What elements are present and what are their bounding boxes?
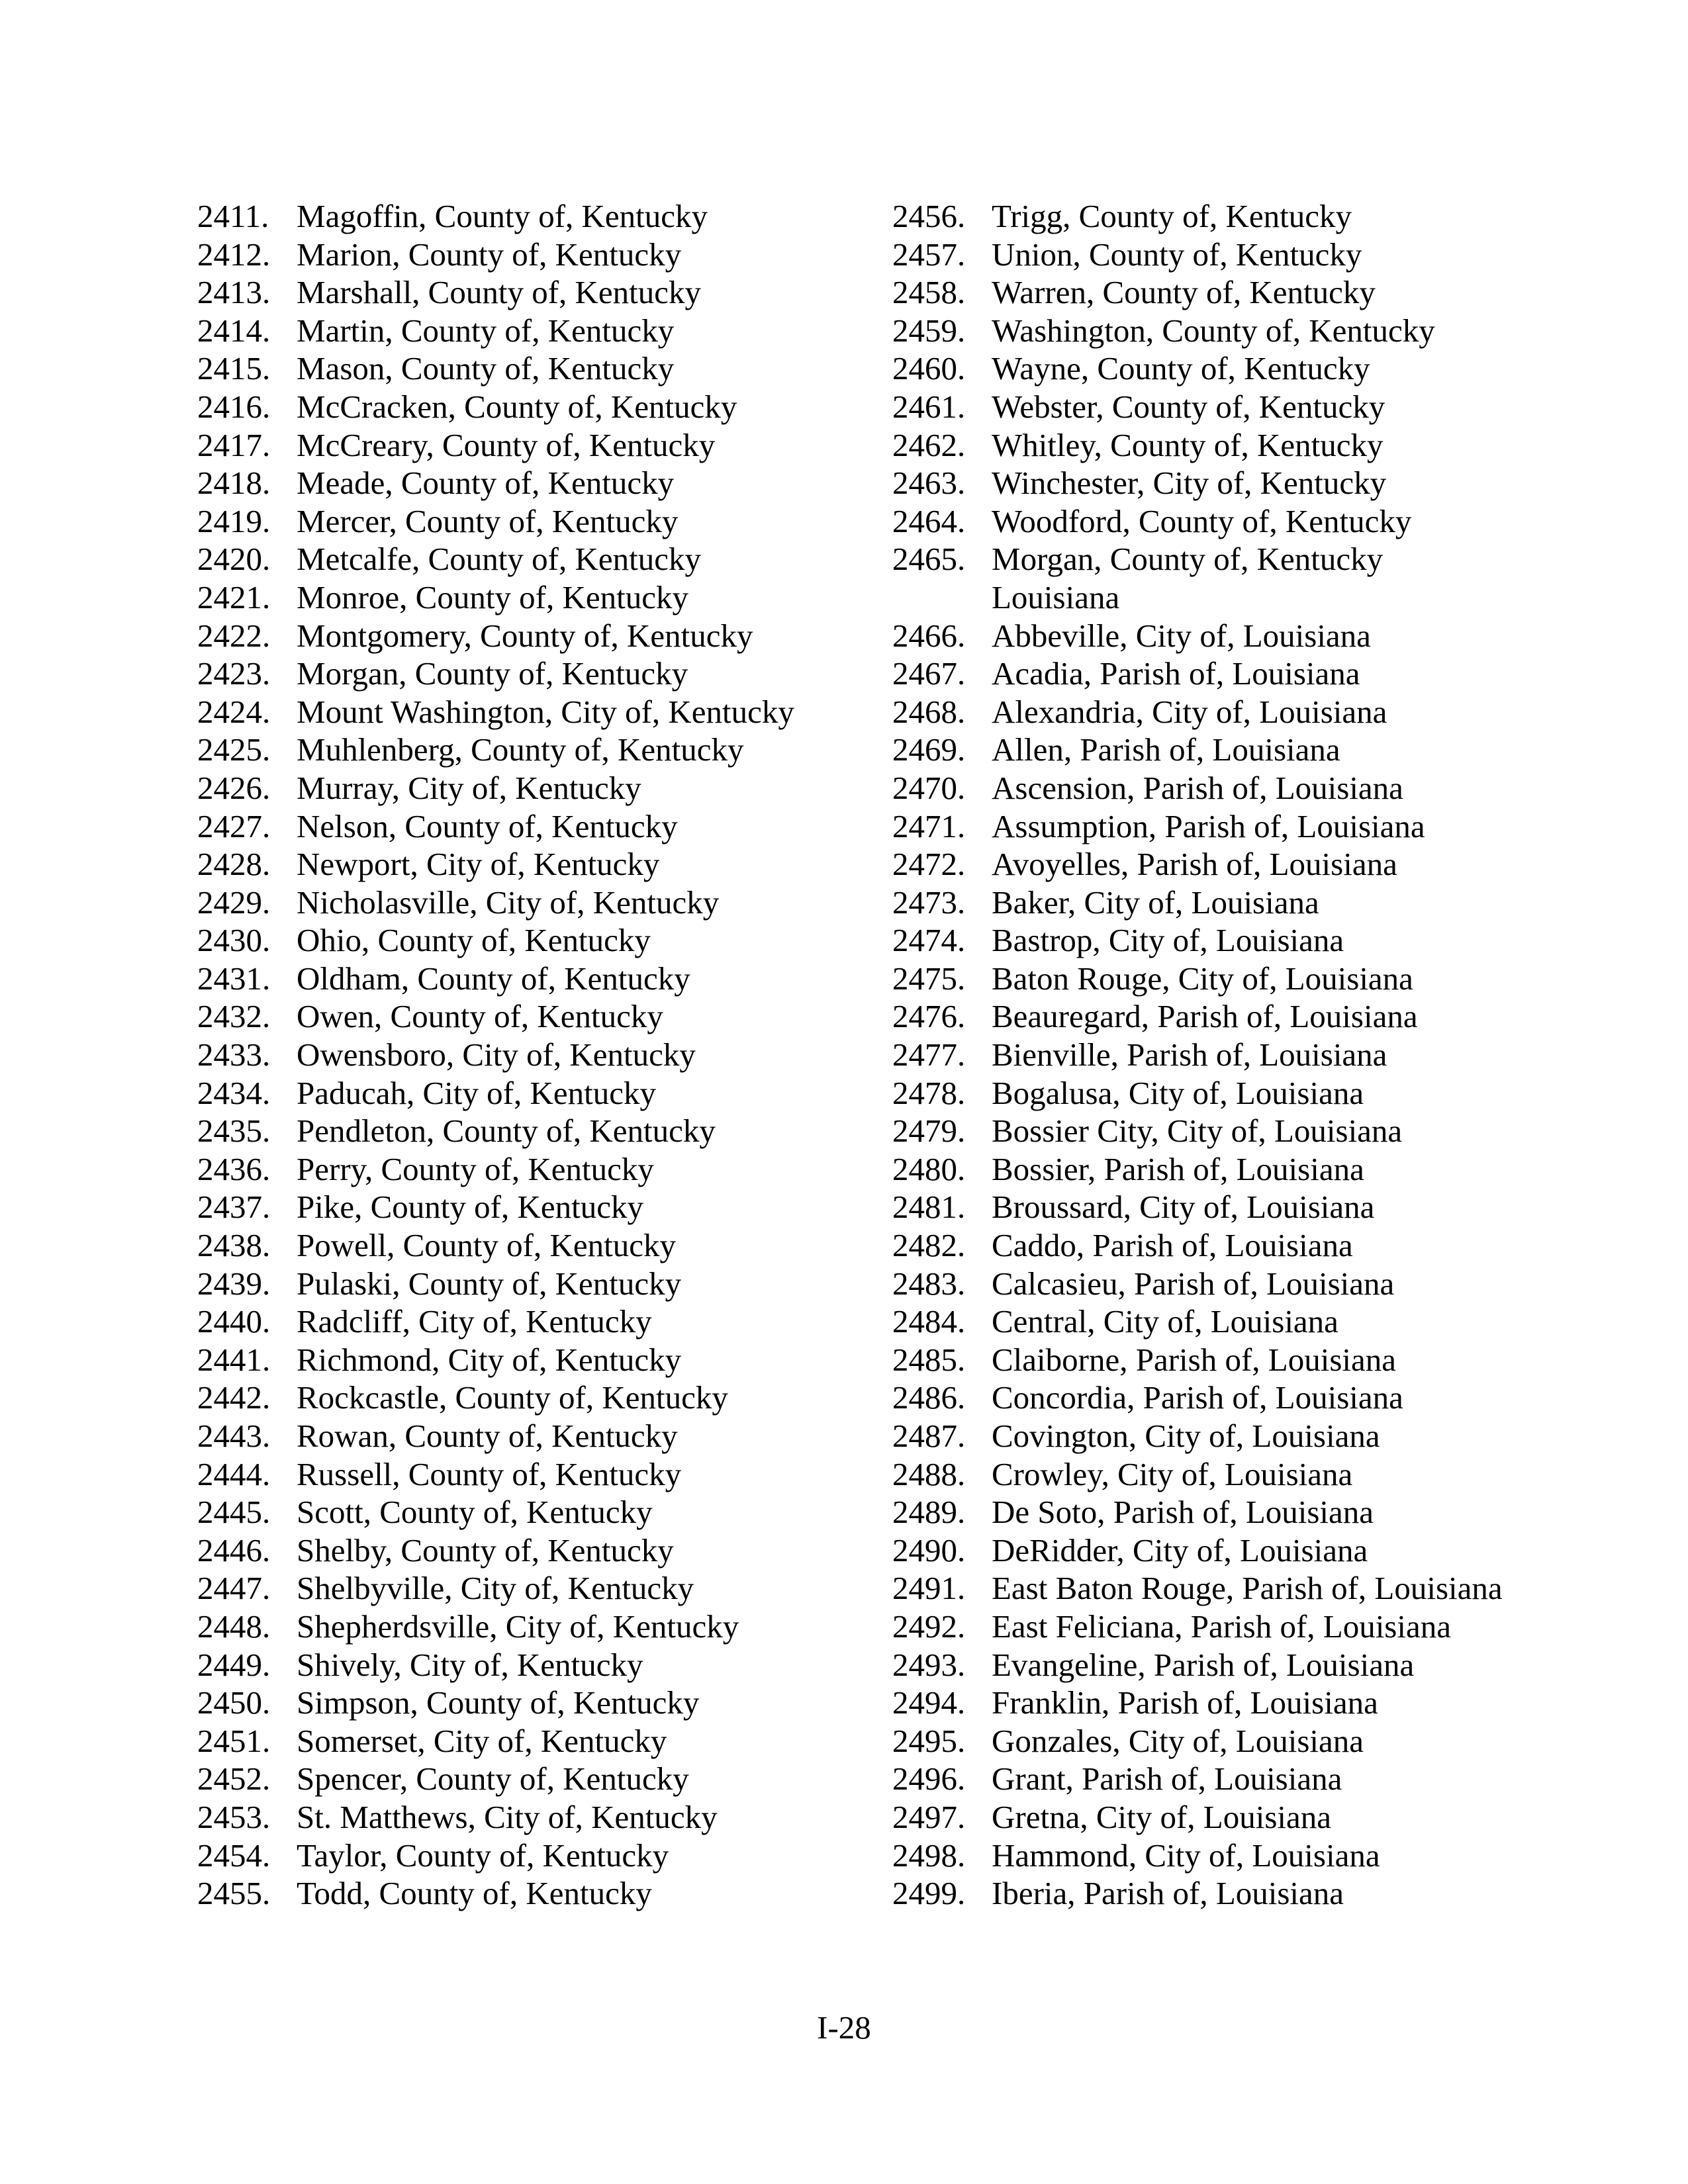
list-item: [197, 655, 892, 693]
entry-name: Whitley, County of, Kentucky: [992, 426, 1383, 463]
entry-number: 2425.: [197, 731, 271, 768]
entry-name: Martin, County of, Kentucky: [297, 312, 675, 349]
entry-number: 2497.: [892, 1798, 966, 1835]
entry-name: Hammond, City of, Louisiana: [992, 1837, 1380, 1874]
entry-number: 2480.: [892, 1150, 966, 1187]
list-item: [197, 1722, 892, 1760]
entry-number: 2485.: [892, 1341, 966, 1378]
entry-name: Covington, City of, Louisiana: [992, 1418, 1380, 1454]
entry-number: 2415.: [197, 350, 271, 387]
entry-number: 2494.: [892, 1684, 966, 1721]
page-number: I-28: [817, 2009, 871, 2046]
entry-number: 2413.: [197, 274, 271, 311]
list-item: [197, 1798, 892, 1837]
list-item: [197, 312, 892, 350]
entry-number: 2483.: [892, 1265, 966, 1302]
entry-number: 2421.: [197, 578, 271, 615]
list-item: [892, 1722, 1587, 1760]
list-item: [197, 960, 892, 998]
entry-name: Abbeville, City of, Louisiana: [992, 617, 1371, 654]
entry-name: Monroe, County of, Kentucky: [297, 578, 688, 615]
list-item: [197, 197, 892, 236]
list-item: [892, 1837, 1587, 1875]
entry-name: Meade, County of, Kentucky: [297, 465, 675, 502]
list-item: [892, 1569, 1587, 1608]
entry-name: Bossier City, City of, Louisiana: [992, 1113, 1403, 1150]
entry-name: Baker, City of, Louisiana: [992, 884, 1319, 921]
entry-name: Bogalusa, City of, Louisiana: [992, 1074, 1364, 1111]
entry-name: Rowan, County of, Kentucky: [297, 1418, 678, 1454]
list-item: [892, 197, 1587, 236]
entry-name: Pendleton, County of, Kentucky: [297, 1113, 716, 1150]
entry-name: Marshall, County of, Kentucky: [297, 274, 702, 311]
entry-name: Owen, County of, Kentucky: [297, 998, 663, 1035]
entry-name: Crowley, City of, Louisiana: [992, 1455, 1353, 1492]
entry-name: Radcliff, City of, Kentucky: [297, 1303, 652, 1340]
list-item: [892, 1226, 1587, 1265]
list-item: [892, 769, 1587, 807]
entry-number: 2488.: [892, 1455, 966, 1492]
list-item: [892, 1493, 1587, 1531]
entry-name: Newport, City of, Kentucky: [297, 846, 660, 883]
entry-number: 2435.: [197, 1113, 271, 1150]
entry-name: Simpson, County of, Kentucky: [297, 1684, 700, 1721]
entry-name: Powell, County of, Kentucky: [297, 1227, 676, 1264]
right-column: [892, 197, 1587, 1913]
entry-number: 2456.: [892, 198, 966, 234]
list-item: [892, 1531, 1587, 1570]
entry-name: Shively, City of, Kentucky: [297, 1646, 643, 1683]
list-item: [892, 731, 1587, 769]
entry-number: 2450.: [197, 1684, 271, 1721]
list-item: [892, 1036, 1587, 1074]
entry-number: 2429.: [197, 884, 271, 921]
list-item: [197, 617, 892, 655]
entry-name: Morgan, County of, Kentucky: [297, 655, 688, 692]
entry-name: Broussard, City of, Louisiana: [992, 1189, 1375, 1226]
entry-number: 2453.: [197, 1798, 271, 1835]
entry-name: Mercer, County of, Kentucky: [297, 502, 679, 539]
entry-number: 2414.: [197, 312, 271, 349]
entry-number: 2426.: [197, 769, 271, 806]
list-item: [197, 1417, 892, 1455]
list-item: [197, 1074, 892, 1113]
list-item: [197, 349, 892, 388]
entry-number: 2478.: [892, 1074, 966, 1111]
entry-number: 2416.: [197, 388, 271, 425]
list-item: [892, 1112, 1587, 1150]
entry-number: 2446.: [197, 1531, 271, 1569]
entry-number: 2459.: [892, 312, 966, 349]
entry-name: Woodford, County of, Kentucky: [992, 502, 1412, 539]
entry-number: 2434.: [197, 1074, 271, 1111]
entry-name: Pulaski, County of, Kentucky: [297, 1265, 682, 1302]
entry-number: 2427.: [197, 807, 271, 844]
entry-number: 2451.: [197, 1722, 271, 1759]
entry-number: 2495.: [892, 1722, 966, 1759]
list-item: [892, 1188, 1587, 1226]
entry-name: Mason, County of, Kentucky: [297, 350, 675, 387]
entry-name: Winchester, City of, Kentucky: [992, 465, 1387, 502]
list-item: [197, 1150, 892, 1189]
entry-name: Iberia, Parish of, Louisiana: [992, 1875, 1344, 1912]
entry-number: 2417.: [197, 426, 271, 463]
entry-name: DeRidder, City of, Louisiana: [992, 1531, 1368, 1569]
list-item: [197, 273, 892, 312]
entry-number: 2496.: [892, 1760, 966, 1797]
entry-number: 2448.: [197, 1608, 271, 1645]
entry-name: Washington, County of, Kentucky: [992, 312, 1435, 349]
list-item: [197, 464, 892, 502]
list-item: [197, 731, 892, 769]
list-item: [892, 1608, 1587, 1646]
entry-name: Central, City of, Louisiana: [992, 1303, 1338, 1340]
entry-number: 2482.: [892, 1227, 966, 1264]
entry-number: 2490.: [892, 1531, 966, 1569]
entry-name: Trigg, County of, Kentucky: [992, 198, 1352, 234]
entry-name: Nicholasville, City of, Kentucky: [297, 884, 720, 921]
entry-name: Beauregard, Parish of, Louisiana: [992, 998, 1418, 1035]
list-item: [892, 388, 1587, 426]
state-heading: Louisiana: [992, 578, 1120, 615]
entry-name: Rockcastle, County of, Kentucky: [297, 1379, 728, 1416]
entry-name: Wayne, County of, Kentucky: [992, 350, 1370, 387]
list-item: [197, 1379, 892, 1417]
entry-number: 2411.: [197, 198, 269, 234]
list-item: [197, 845, 892, 884]
list-item: [892, 1455, 1587, 1494]
entry-name: Alexandria, City of, Louisiana: [992, 693, 1387, 730]
list-item: [197, 1036, 892, 1074]
entry-number: 2465.: [892, 541, 966, 578]
list-item: [197, 884, 892, 922]
entry-number: 2462.: [892, 426, 966, 463]
entry-name: Grant, Parish of, Louisiana: [992, 1760, 1342, 1797]
list-item: [892, 426, 1587, 465]
entry-number: 2423.: [197, 655, 271, 692]
list-item: [197, 502, 892, 541]
list-item: [197, 1760, 892, 1798]
entry-name: Gretna, City of, Louisiana: [992, 1798, 1332, 1835]
entry-name: Acadia, Parish of, Louisiana: [992, 655, 1360, 692]
entry-number: 2420.: [197, 541, 271, 578]
entry-name: Bienville, Parish of, Louisiana: [992, 1036, 1387, 1073]
entry-name: Scott, County of, Kentucky: [297, 1494, 653, 1531]
entry-number: 2476.: [892, 998, 966, 1035]
entry-number: 2474.: [892, 922, 966, 959]
list-item: [892, 921, 1587, 960]
list-item: [197, 1493, 892, 1531]
list-item: [892, 693, 1587, 731]
list-item: [892, 884, 1587, 922]
list-item: [197, 921, 892, 960]
list-item: [892, 1760, 1587, 1798]
entry-name: Shelbyville, City of, Kentucky: [297, 1570, 694, 1607]
entry-name: De Soto, Parish of, Louisiana: [992, 1494, 1374, 1531]
list-item: [892, 349, 1587, 388]
entry-name: Magoffin, County of, Kentucky: [297, 198, 708, 234]
list-item: [197, 1112, 892, 1150]
entry-number: 2437.: [197, 1189, 271, 1226]
entry-number: 2447.: [197, 1570, 271, 1607]
entry-number: 2484.: [892, 1303, 966, 1340]
entry-name: Muhlenberg, County of, Kentucky: [297, 731, 744, 768]
entry-number: 2493.: [892, 1646, 966, 1683]
entry-name: Montgomery, County of, Kentucky: [297, 617, 753, 654]
list-item: [892, 655, 1587, 693]
entry-name: East Baton Rouge, Parish of, Louisiana: [992, 1570, 1503, 1607]
entry-name: Paducah, City of, Kentucky: [297, 1074, 656, 1111]
entry-number: 2433.: [197, 1036, 271, 1073]
entry-name: Ascension, Parish of, Louisiana: [992, 769, 1403, 806]
entry-number: 2431.: [197, 960, 271, 997]
list-item: [892, 1265, 1587, 1303]
entry-name: Taylor, County of, Kentucky: [297, 1837, 669, 1874]
list-item: [892, 1798, 1587, 1837]
list-item: [197, 388, 892, 426]
list-item: [197, 1455, 892, 1494]
list-item: [892, 1646, 1587, 1684]
entry-number: 2466.: [892, 617, 966, 654]
entry-number: 2444.: [197, 1455, 271, 1492]
list-item: [892, 540, 1587, 578]
list-item: [197, 769, 892, 807]
list-item: [892, 273, 1587, 312]
entry-name: Todd, County of, Kentucky: [297, 1875, 652, 1912]
entry-name: Warren, County of, Kentucky: [992, 274, 1376, 311]
list-item: [197, 540, 892, 578]
entry-name: East Feliciana, Parish of, Louisiana: [992, 1608, 1451, 1645]
entry-name: Perry, County of, Kentucky: [297, 1150, 654, 1187]
entry-number: 2481.: [892, 1189, 966, 1226]
entry-number: 2430.: [197, 922, 271, 959]
entry-name: Ohio, County of, Kentucky: [297, 922, 651, 959]
list-item: [892, 312, 1587, 350]
entry-name: Union, County of, Kentucky: [992, 236, 1362, 273]
entry-number: 2469.: [892, 731, 966, 768]
entry-number: 2473.: [892, 884, 966, 921]
entry-number: 2442.: [197, 1379, 271, 1416]
entry-name: McCracken, County of, Kentucky: [297, 388, 737, 425]
entry-name: Marion, County of, Kentucky: [297, 236, 682, 273]
entry-name: Bastrop, City of, Louisiana: [992, 922, 1344, 959]
list-item: [892, 1684, 1587, 1722]
entry-number: 2499.: [892, 1875, 966, 1912]
entry-name: Allen, Parish of, Louisiana: [992, 731, 1340, 768]
entry-number: 2422.: [197, 617, 271, 654]
list-item: [892, 617, 1587, 655]
entry-number: 2454.: [197, 1837, 271, 1874]
entry-number: 2449.: [197, 1646, 271, 1683]
entry-name: Murray, City of, Kentucky: [297, 769, 641, 806]
list-item: [892, 1150, 1587, 1189]
entry-number: 2471.: [892, 807, 966, 844]
entry-name: Evangeline, Parish of, Louisiana: [992, 1646, 1415, 1683]
entry-name: Metcalfe, County of, Kentucky: [297, 541, 701, 578]
entry-name: Owensboro, City of, Kentucky: [297, 1036, 696, 1073]
entry-number: 2472.: [892, 846, 966, 883]
entry-name: St. Matthews, City of, Kentucky: [297, 1798, 718, 1835]
list-item: [892, 1874, 1587, 1913]
entry-number: 2492.: [892, 1608, 966, 1645]
entry-number: 2458.: [892, 274, 966, 311]
list-item: [197, 1684, 892, 1722]
entry-number: 2468.: [892, 693, 966, 730]
entry-number: 2460.: [892, 350, 966, 387]
entry-name: Shepherdsville, City of, Kentucky: [297, 1608, 739, 1645]
list-item: [197, 1302, 892, 1341]
entry-number: 2419.: [197, 502, 271, 539]
list-item: [197, 1226, 892, 1265]
entry-number: 2486.: [892, 1379, 966, 1416]
entry-number: 2445.: [197, 1494, 271, 1531]
entry-number: 2443.: [197, 1418, 271, 1454]
entry-number: 2452.: [197, 1760, 271, 1797]
entry-number: 2441.: [197, 1341, 271, 1378]
list-item: [892, 807, 1587, 846]
list-item: [197, 1837, 892, 1875]
entry-name: Franklin, Parish of, Louisiana: [992, 1684, 1378, 1721]
entry-number: 2455.: [197, 1875, 271, 1912]
list-item: [197, 1569, 892, 1608]
list-item: [197, 807, 892, 846]
entry-number: 2489.: [892, 1494, 966, 1531]
entry-name: Assumption, Parish of, Louisiana: [992, 807, 1425, 844]
list-item: [892, 1074, 1587, 1113]
list-item: [197, 1265, 892, 1303]
entry-number: 2461.: [892, 388, 966, 425]
list-item: [197, 578, 892, 617]
entry-name: Richmond, City of, Kentucky: [297, 1341, 682, 1378]
list-item: [892, 997, 1587, 1036]
list-item: [197, 1341, 892, 1379]
entry-name: McCreary, County of, Kentucky: [297, 426, 716, 463]
entry-number: 2491.: [892, 1570, 966, 1607]
entry-name: Mount Washington, City of, Kentucky: [297, 693, 794, 730]
list-item: [197, 997, 892, 1036]
entry-number: 2464.: [892, 502, 966, 539]
entry-number: 2428.: [197, 846, 271, 883]
entry-number: 2432.: [197, 998, 271, 1035]
entry-name: Bossier, Parish of, Louisiana: [992, 1150, 1364, 1187]
entry-name: Caddo, Parish of, Louisiana: [992, 1227, 1353, 1264]
entry-number: 2439.: [197, 1265, 271, 1302]
list-item: [892, 1379, 1587, 1417]
entry-name: Gonzales, City of, Louisiana: [992, 1722, 1364, 1759]
entry-name: Russell, County of, Kentucky: [297, 1455, 682, 1492]
entry-number: 2467.: [892, 655, 966, 692]
list-item: [197, 1874, 892, 1913]
entry-name: Calcasieu, Parish of, Louisiana: [992, 1265, 1395, 1302]
entry-number: 2412.: [197, 236, 271, 273]
list-item: [892, 236, 1587, 274]
list-item: [197, 426, 892, 465]
list-item: [892, 464, 1587, 502]
entry-number: 2436.: [197, 1150, 271, 1187]
left-column: [197, 197, 892, 1913]
entry-number: 2475.: [892, 960, 966, 997]
list-item: [892, 1341, 1587, 1379]
entry-name: Spencer, County of, Kentucky: [297, 1760, 689, 1797]
list-item: [892, 1302, 1587, 1341]
entry-name: Baton Rouge, City of, Louisiana: [992, 960, 1413, 997]
entry-number: 2463.: [892, 465, 966, 502]
list-item: [197, 1188, 892, 1226]
entry-name: Shelby, County of, Kentucky: [297, 1531, 674, 1569]
entry-number: 2479.: [892, 1113, 966, 1150]
list-item: [197, 1531, 892, 1570]
entry-name: Nelson, County of, Kentucky: [297, 807, 678, 844]
entry-name: Oldham, County of, Kentucky: [297, 960, 690, 997]
entry-name: Avoyelles, Parish of, Louisiana: [992, 846, 1397, 883]
list-item: [197, 693, 892, 731]
entry-number: 2470.: [892, 769, 966, 806]
entry-number: 2487.: [892, 1418, 966, 1454]
entry-number: 2477.: [892, 1036, 966, 1073]
list-item: [892, 502, 1587, 541]
list-item: [892, 1417, 1587, 1455]
entry-number: 2498.: [892, 1837, 966, 1874]
entry-name: Somerset, City of, Kentucky: [297, 1722, 667, 1759]
list-item: [892, 845, 1587, 884]
entry-name: Concordia, Parish of, Louisiana: [992, 1379, 1403, 1416]
entry-name: Claiborne, Parish of, Louisiana: [992, 1341, 1397, 1378]
list-item: [197, 1646, 892, 1684]
entry-number: 2457.: [892, 236, 966, 273]
entry-name: Morgan, County of, Kentucky: [992, 541, 1383, 578]
entry-name: Pike, County of, Kentucky: [297, 1189, 643, 1226]
list-item: [197, 1608, 892, 1646]
list-item: [892, 960, 1587, 998]
list-item: [197, 236, 892, 274]
entry-number: 2424.: [197, 693, 271, 730]
entry-number: 2418.: [197, 465, 271, 502]
entry-number: 2438.: [197, 1227, 271, 1264]
entry-name: Webster, County of, Kentucky: [992, 388, 1385, 425]
entry-number: 2440.: [197, 1303, 271, 1340]
